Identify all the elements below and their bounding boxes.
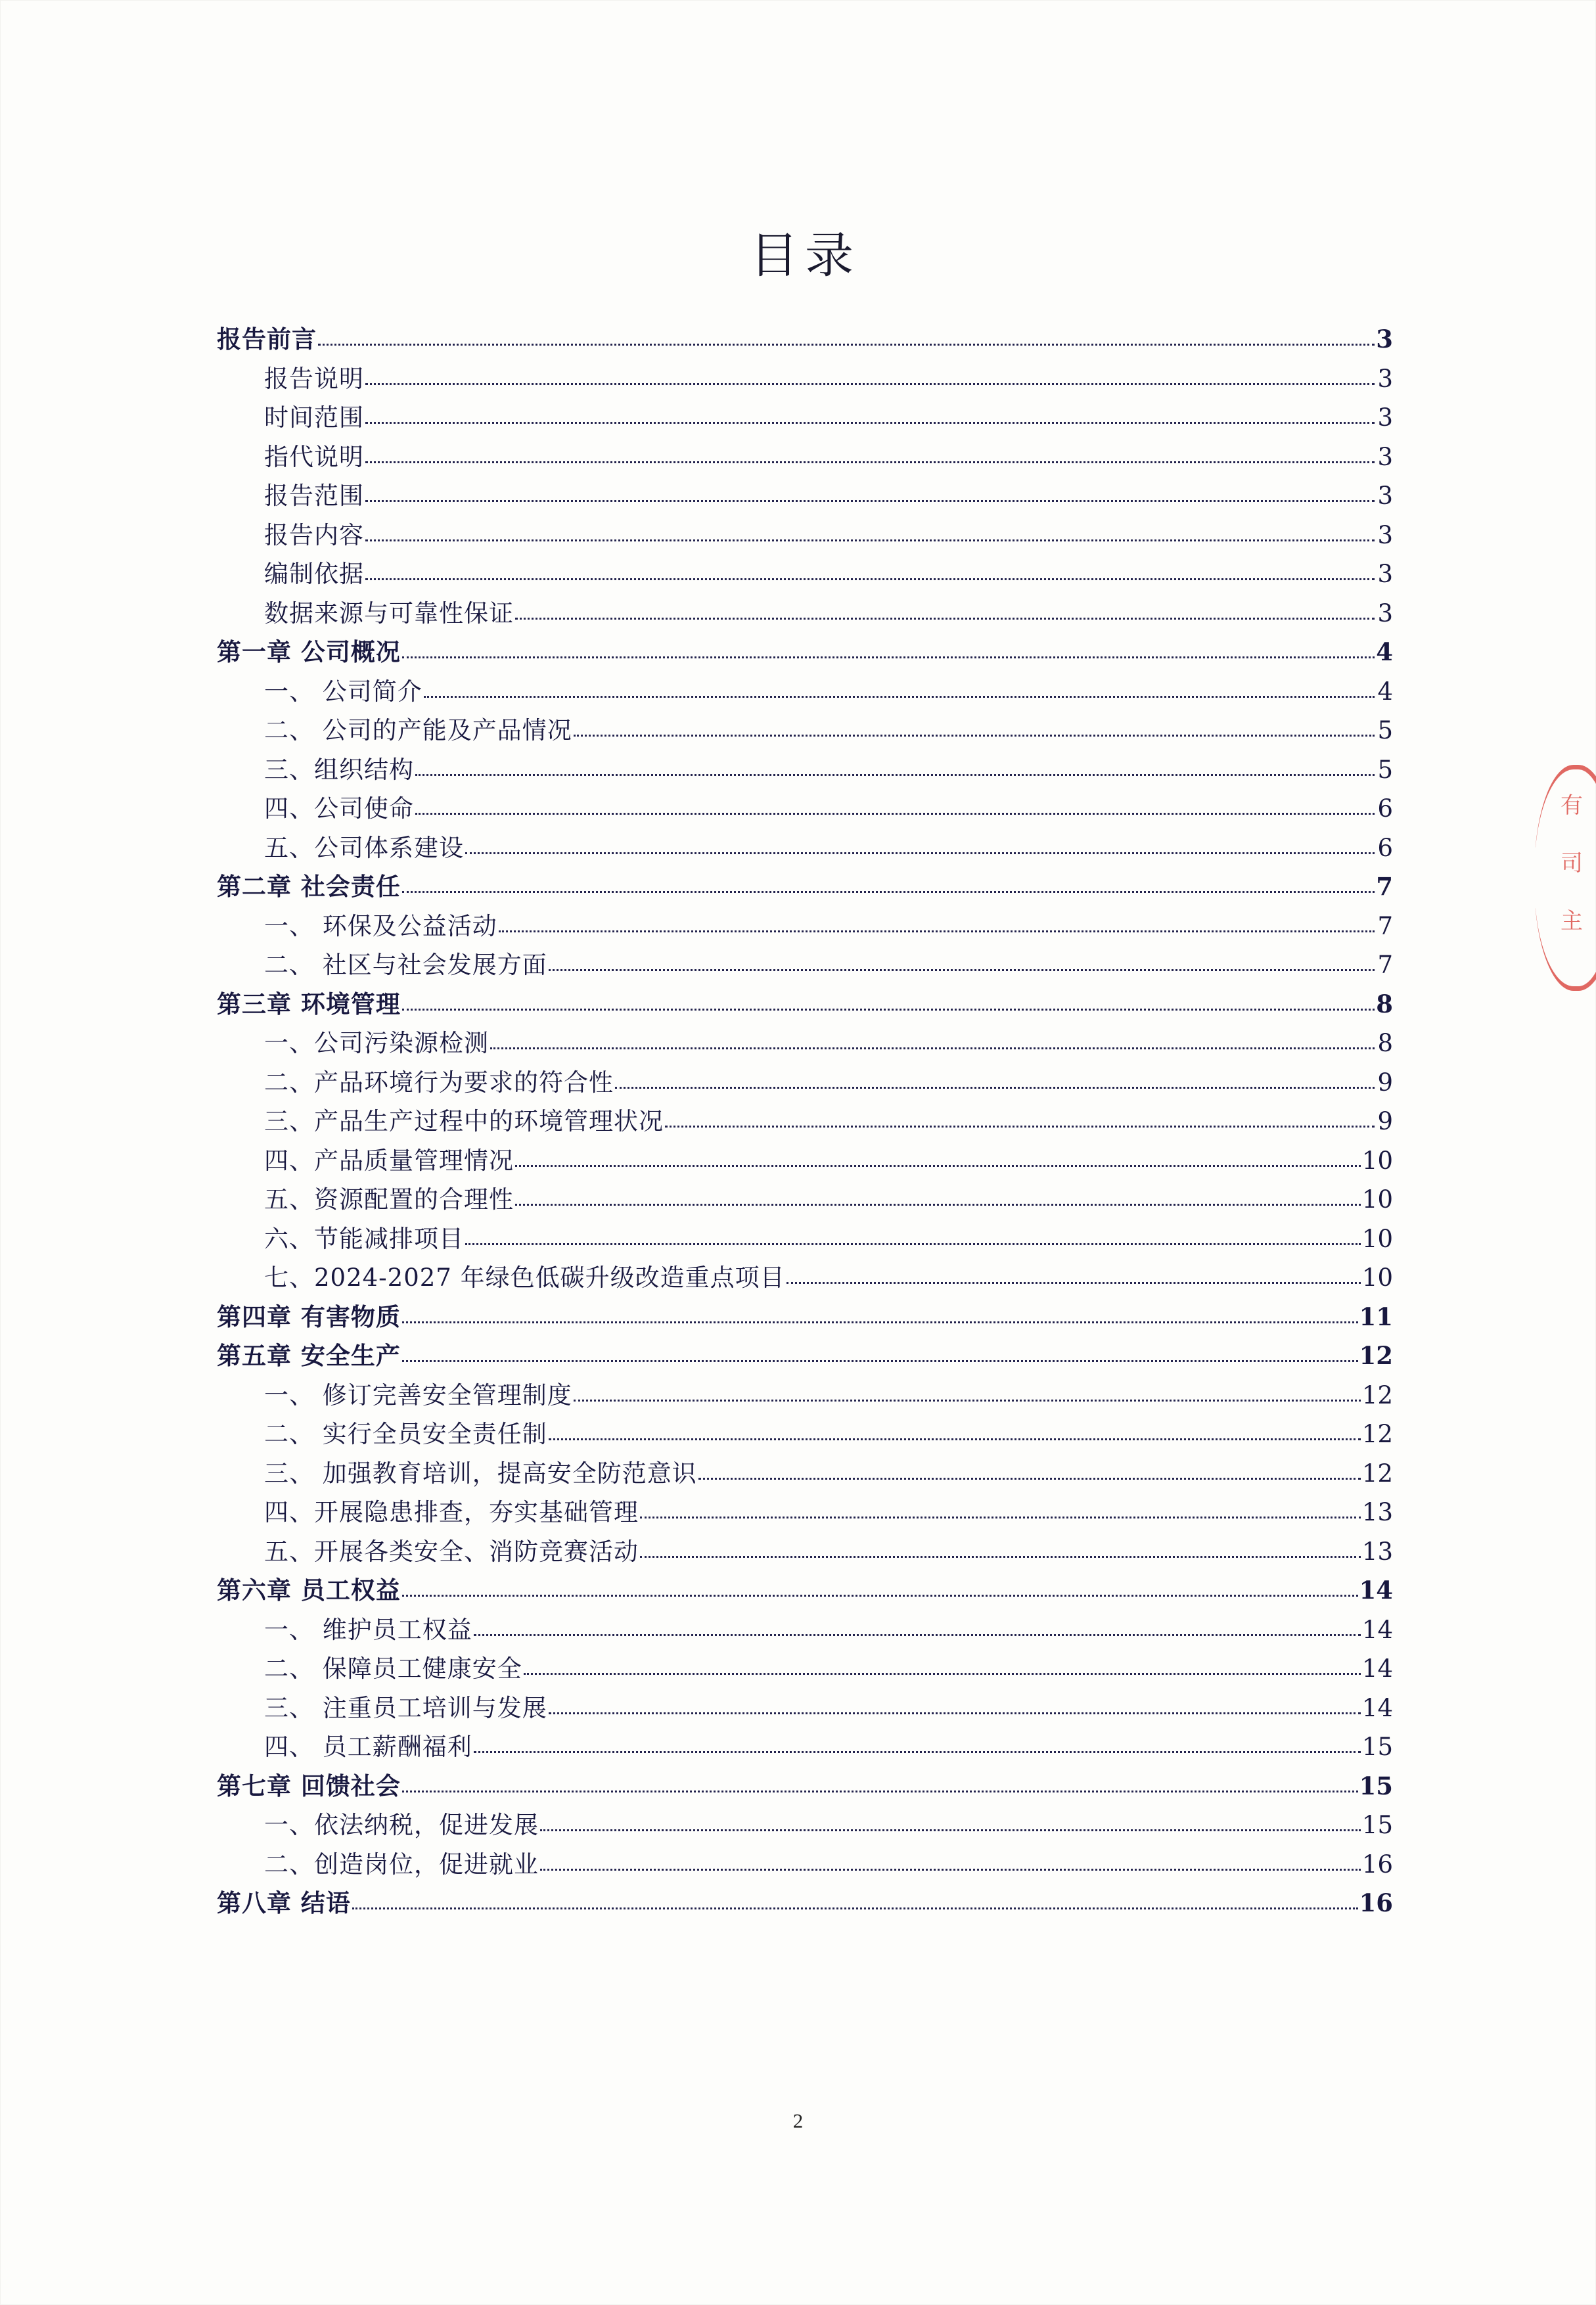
toc-entry-page-number: 15 <box>1361 1811 1393 1839</box>
toc-entry[interactable] <box>217 1422 1393 1446</box>
toc-entry-label: 二、产品环境行为要求的符合性 <box>264 1068 614 1097</box>
toc-entry[interactable] <box>217 1070 1393 1095</box>
toc-entry[interactable] <box>217 1187 1393 1212</box>
toc-entry[interactable] <box>217 1224 1393 1253</box>
toc-leader-dots <box>549 1438 1361 1440</box>
toc-entry[interactable] <box>217 1302 1393 1331</box>
toc-entry-page-number: 3 <box>1377 482 1393 510</box>
toc-entry-page-number: 12 <box>1359 1341 1393 1370</box>
red-seal-stamp <box>1557 782 1596 959</box>
toc-leader-dots <box>574 734 1375 737</box>
toc-entry[interactable] <box>217 1578 1393 1603</box>
toc-entry-label: 第三章 环境管理 <box>217 989 401 1018</box>
toc-leader-dots <box>540 1829 1361 1831</box>
toc-entry-label: 第七章 回馈社会 <box>217 1771 401 1800</box>
toc-leader-dots <box>524 1672 1361 1675</box>
page-number-footer: 2 <box>792 2109 804 2132</box>
toc-leader-dots <box>499 930 1375 932</box>
toc-entry[interactable] <box>217 1266 1393 1290</box>
toc-entry-label: 六、节能减排项目 <box>264 1224 464 1253</box>
toc-entry-label: 报告说明 <box>264 364 364 393</box>
toc-leader-dots <box>515 1164 1361 1167</box>
toc-entry-page-number: 13 <box>1361 1498 1393 1526</box>
toc-leader-dots <box>365 578 1375 580</box>
toc-entry[interactable] <box>217 679 1393 704</box>
toc-entry-label: 三、 加强教育培训，提高安全防范意识 <box>264 1459 697 1488</box>
toc-entry[interactable] <box>217 442 1393 471</box>
toc-entry[interactable] <box>217 364 1393 393</box>
toc-entry-page-number: 12 <box>1361 1420 1393 1448</box>
toc-entry-page-number: 14 <box>1359 1576 1393 1605</box>
toc-entry-label: 第二章 社会责任 <box>217 872 401 901</box>
toc-entry-page-number: 8 <box>1376 989 1393 1018</box>
toc-leader-dots <box>402 1008 1375 1011</box>
toc-leader-dots <box>615 1086 1375 1089</box>
toc-leader-dots <box>402 890 1375 893</box>
toc-leader-dots <box>465 1243 1361 1245</box>
toc-entry-label: 时间范围 <box>264 403 364 432</box>
toc-entry-page-number: 15 <box>1361 1733 1393 1761</box>
toc-entry-label: 四、公司使命 <box>264 794 414 823</box>
toc-entry[interactable] <box>217 1852 1393 1877</box>
toc-entry[interactable] <box>217 1656 1393 1681</box>
toc-leader-dots <box>474 1633 1361 1636</box>
toc-entry-page-number: 10 <box>1361 1146 1393 1175</box>
toc-entry-label: 四、产品质量管理情况 <box>264 1146 514 1175</box>
toc-entry-label: 报告前言 <box>217 325 317 354</box>
toc-leader-dots <box>474 1750 1361 1753</box>
toc-entry-label: 第六章 员工权益 <box>217 1576 401 1605</box>
toc-entry-label: 三、 注重员工培训与发展 <box>264 1693 547 1722</box>
toc-entry-label: 七、2024-2027 年绿色低碳升级改造重点项目 <box>264 1264 785 1292</box>
toc-entry-label: 五、公司体系建设 <box>264 833 464 862</box>
toc-entry-page-number: 3 <box>1377 442 1393 471</box>
toc-leader-dots <box>352 1907 1358 1909</box>
toc-entry-page-number: 9 <box>1377 1068 1393 1097</box>
toc-entry[interactable] <box>217 718 1393 742</box>
toc-entry-page-number: 5 <box>1377 716 1393 744</box>
toc-entry-label: 编制依据 <box>264 560 364 588</box>
toc-entry[interactable] <box>217 796 1393 821</box>
toc-entry-label: 二、 实行全员安全责任制 <box>264 1420 547 1448</box>
toc-entry-page-number: 4 <box>1376 637 1393 666</box>
toc-entry-page-number: 3 <box>1376 325 1393 354</box>
toc-entry-page-number: 3 <box>1377 599 1393 628</box>
toc-leader-dots <box>515 617 1375 620</box>
toc-entry-label: 五、资源配置的合理性 <box>264 1185 514 1214</box>
toc-entry-page-number: 10 <box>1361 1185 1393 1214</box>
toc-entry[interactable] <box>217 1146 1393 1175</box>
toc-entry-label: 数据来源与可靠性保证 <box>264 599 514 628</box>
toc-entry-label: 指代说明 <box>264 442 364 471</box>
toc-entry-label: 第五章 安全生产 <box>217 1341 401 1370</box>
toc-entry[interactable] <box>217 1031 1393 1055</box>
toc-entry[interactable] <box>217 755 1393 784</box>
toc-leader-dots <box>424 695 1375 698</box>
toc-leader-dots <box>365 461 1375 463</box>
toc-entry[interactable] <box>217 484 1393 508</box>
toc-entry[interactable] <box>217 637 1393 666</box>
toc-entry[interactable] <box>217 989 1393 1018</box>
toc-entry[interactable] <box>217 833 1393 862</box>
toc-leader-dots <box>549 969 1375 971</box>
toc-entry-page-number: 10 <box>1361 1224 1393 1253</box>
page-title: 目录 <box>750 227 860 284</box>
toc-entry-page-number: 3 <box>1377 403 1393 432</box>
toc-leader-dots <box>574 1399 1361 1402</box>
toc-leader-dots <box>365 382 1375 385</box>
toc-leader-dots <box>665 1125 1375 1128</box>
toc-entry-label: 三、产品生产过程中的环境管理状况 <box>264 1107 664 1135</box>
toc-leader-dots <box>402 1594 1358 1597</box>
toc-entry-page-number: 12 <box>1361 1459 1393 1488</box>
toc-entry[interactable] <box>217 1341 1393 1370</box>
toc-entry-page-number: 13 <box>1361 1537 1393 1566</box>
toc-entry[interactable] <box>217 1813 1393 1837</box>
toc-leader-dots <box>365 539 1375 541</box>
toc-entry-page-number: 14 <box>1361 1615 1393 1644</box>
toc-entry-label: 二、 公司的产能及产品情况 <box>264 716 572 744</box>
toc-leader-dots <box>402 656 1375 658</box>
toc-leader-dots <box>490 1047 1375 1049</box>
seal-char-3: 主 <box>1561 908 1583 934</box>
toc-leader-dots <box>465 852 1375 854</box>
toc-leader-dots <box>415 773 1375 776</box>
toc-entry[interactable] <box>217 520 1393 549</box>
toc-entry-label: 四、开展隐患排查，夯实基础管理 <box>264 1498 639 1526</box>
toc-entry-page-number: 7 <box>1377 911 1393 940</box>
toc-leader-dots <box>540 1868 1361 1871</box>
toc-entry-label: 一、 环保及公益活动 <box>264 911 497 940</box>
toc-entry-page-number: 9 <box>1377 1107 1393 1135</box>
toc-leader-dots <box>515 1203 1361 1206</box>
toc-entry-page-number: 8 <box>1377 1029 1393 1057</box>
seal-char-1: 有 <box>1561 792 1583 819</box>
toc-entry[interactable] <box>217 1537 1393 1566</box>
toc-entry-page-number: 7 <box>1377 951 1393 979</box>
toc-entry-label: 二、 保障员工健康安全 <box>264 1655 522 1683</box>
toc-entry-label: 一、依法纳税，促进发展 <box>264 1811 539 1839</box>
toc-leader-dots <box>365 421 1375 424</box>
toc-entry-label: 二、 社区与社会发展方面 <box>264 951 547 979</box>
toc-leader-dots <box>318 343 1375 346</box>
toc-leader-dots <box>640 1516 1361 1518</box>
toc-leader-dots <box>402 1790 1358 1792</box>
toc-entry[interactable] <box>217 953 1393 977</box>
toc-entry-label: 一、 维护员工权益 <box>264 1615 472 1644</box>
toc-entry-label: 一、公司污染源检测 <box>264 1029 489 1057</box>
toc-entry-label: 一、 修订完善安全管理制度 <box>264 1381 572 1409</box>
toc-entry[interactable] <box>217 1461 1393 1486</box>
toc-entry-page-number: 14 <box>1361 1655 1393 1683</box>
seal-arc <box>1534 765 1596 991</box>
toc-entry[interactable] <box>217 872 1393 901</box>
toc-entry-label: 第八章 结语 <box>217 1888 351 1917</box>
table-of-contents <box>217 327 1393 1915</box>
toc-entry-label: 报告范围 <box>264 482 364 510</box>
toc-entry[interactable] <box>217 1615 1393 1644</box>
toc-entry-page-number: 11 <box>1359 1302 1393 1331</box>
toc-entry-page-number: 7 <box>1376 872 1393 901</box>
toc-entry-page-number: 16 <box>1361 1850 1393 1879</box>
toc-leader-dots <box>415 812 1375 815</box>
toc-entry-page-number: 10 <box>1361 1264 1393 1292</box>
toc-entry-label: 第四章 有害物质 <box>217 1302 401 1331</box>
toc-entry-page-number: 16 <box>1359 1888 1393 1917</box>
toc-entry[interactable] <box>217 1888 1393 1917</box>
toc-entry-label: 四、 员工薪酬福利 <box>264 1733 472 1761</box>
seal-char-2: 司 <box>1561 850 1583 877</box>
toc-entry-label: 三、组织结构 <box>264 755 414 784</box>
toc-entry-page-number: 15 <box>1359 1771 1393 1800</box>
toc-entry[interactable] <box>217 327 1393 352</box>
toc-entry[interactable] <box>217 1735 1393 1759</box>
toc-entry-label: 一、 公司简介 <box>264 677 422 706</box>
toc-entry-page-number: 14 <box>1361 1693 1393 1722</box>
toc-leader-dots <box>365 499 1375 502</box>
toc-entry[interactable] <box>217 1771 1393 1800</box>
toc-leader-dots <box>640 1555 1361 1558</box>
toc-entry-page-number: 4 <box>1377 677 1393 706</box>
toc-entry-label: 报告内容 <box>264 520 364 549</box>
toc-entry-label: 二、创造岗位，促进就业 <box>264 1850 539 1879</box>
toc-entry-page-number: 6 <box>1377 794 1393 823</box>
toc-entry[interactable] <box>217 405 1393 430</box>
toc-entry-page-number: 12 <box>1361 1381 1393 1409</box>
toc-entry-label: 五、开展各类安全、消防竞赛活动 <box>264 1537 639 1566</box>
toc-entry[interactable] <box>217 1383 1393 1407</box>
toc-leader-dots <box>787 1281 1361 1284</box>
toc-entry-page-number: 5 <box>1377 755 1393 784</box>
toc-entry[interactable] <box>217 562 1393 586</box>
toc-leader-dots <box>698 1477 1361 1480</box>
toc-leader-dots <box>549 1712 1361 1714</box>
toc-entry-label: 第一章 公司概况 <box>217 637 401 666</box>
toc-entry-page-number: 3 <box>1377 364 1393 393</box>
toc-entry-page-number: 3 <box>1377 520 1393 549</box>
toc-entry[interactable] <box>217 1693 1393 1722</box>
toc-entry[interactable] <box>217 911 1393 940</box>
toc-entry-page-number: 6 <box>1377 833 1393 862</box>
toc-leader-dots <box>402 1359 1358 1362</box>
toc-entry[interactable] <box>217 601 1393 626</box>
toc-entry[interactable] <box>217 1109 1393 1133</box>
toc-leader-dots <box>402 1321 1358 1323</box>
toc-entry[interactable] <box>217 1500 1393 1524</box>
page-content <box>217 217 1393 1930</box>
toc-entry-page-number: 3 <box>1377 560 1393 588</box>
